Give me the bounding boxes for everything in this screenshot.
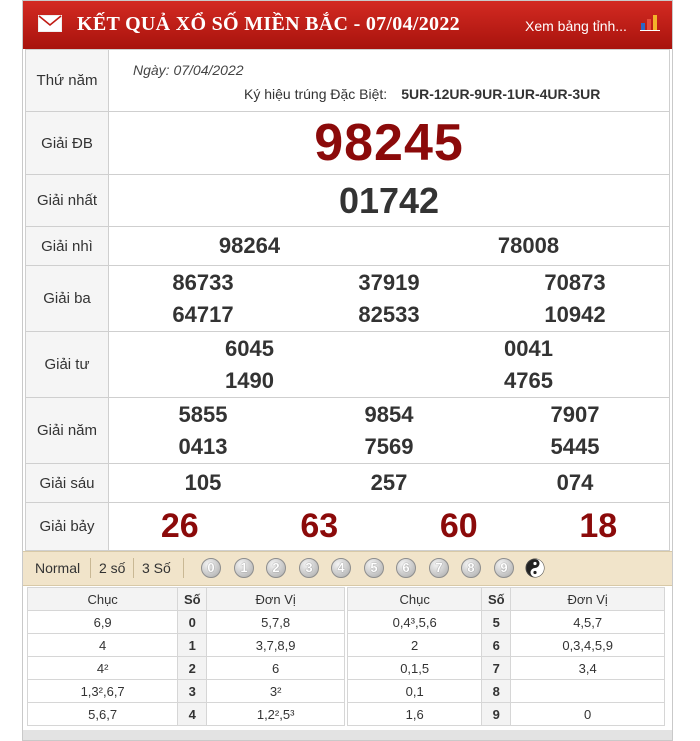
digit-filter-7[interactable]: 7 <box>429 558 449 578</box>
prize-number: 37919 <box>358 269 420 295</box>
cell-so: 4 <box>178 703 207 726</box>
col-header-donvi: Đơn Vị <box>511 588 665 611</box>
table-row <box>28 611 345 634</box>
prize-label-sau: Giải sáu <box>26 464 109 503</box>
cell-so: 3 <box>178 680 207 703</box>
digit-filter-0[interactable]: 0 <box>201 558 221 578</box>
cell-donvi: 0 <box>511 703 665 726</box>
cell-donvi: 3² <box>207 680 345 703</box>
prize-number: 78008 <box>497 233 560 258</box>
info-row <box>26 50 670 112</box>
table-row <box>28 634 345 657</box>
bar-chart-icon[interactable] <box>640 13 660 31</box>
cell-chuc: 1,3²,6,7 <box>28 680 178 703</box>
table-row <box>28 657 345 680</box>
special-symbol-value: 5UR-12UR-9UR-1UR-4UR-3UR <box>401 86 601 102</box>
prize-row-ba <box>26 266 670 332</box>
prize-number: 86733 <box>172 269 234 295</box>
page-title: KẾT QUẢ XỔ SỐ MIỀN BẮC - 07/04/2022 <box>77 13 460 35</box>
prize-number: 70873 <box>544 269 606 295</box>
prize-nhat-number: 01742 <box>338 179 440 221</box>
cell-donvi: 4,5,7 <box>511 611 665 634</box>
results-panel <box>22 0 673 741</box>
cell-donvi: 5,7,8 <box>207 611 345 634</box>
cell-chuc: 4 <box>28 634 178 657</box>
prize-number: 1490 <box>225 367 274 393</box>
prize-number: 257 <box>370 470 408 495</box>
cell-so: 0 <box>178 611 207 634</box>
digit-filter-6[interactable]: 6 <box>396 558 416 578</box>
prize-row-sau <box>26 464 670 503</box>
cell-so: 7 <box>482 657 511 680</box>
prize-number: 5445 <box>550 433 600 459</box>
cell-chuc: 5,6,7 <box>28 703 178 726</box>
loto-table-right <box>347 587 665 726</box>
prize-number: 64717 <box>172 301 234 327</box>
table-row <box>348 680 665 703</box>
prize-number: 074 <box>556 470 594 495</box>
col-header-so: Số <box>482 588 511 611</box>
prize-number: 5855 <box>178 401 228 427</box>
special-symbol <box>244 86 600 102</box>
table-row <box>28 703 345 726</box>
col-header-chuc: Chục <box>348 588 482 611</box>
cell-donvi: 3,7,8,9 <box>207 634 345 657</box>
yin-yang-icon[interactable] <box>525 558 545 578</box>
prize-number: 9854 <box>364 401 414 427</box>
prize-row-nam <box>26 398 670 464</box>
panel-footer-bar <box>23 730 672 740</box>
prize-number: 0041 <box>504 335 553 361</box>
cell-chuc: 6,9 <box>28 611 178 634</box>
prize-number: 4765 <box>504 367 553 393</box>
divider <box>133 558 134 578</box>
prize-number: 105 <box>184 470 222 495</box>
table-row <box>28 680 345 703</box>
cell-chuc: 4² <box>28 657 178 680</box>
col-header-donvi: Đơn Vị <box>207 588 345 611</box>
cell-so: 2 <box>178 657 207 680</box>
weekday-label: Thứ năm <box>26 50 109 112</box>
prize-number: 26 <box>160 507 199 545</box>
cell-donvi <box>511 680 665 703</box>
table-row <box>348 611 665 634</box>
prize-number: 18 <box>579 507 618 545</box>
table-row <box>348 634 665 657</box>
draw-date: Ngày: 07/04/2022 <box>133 62 244 78</box>
results-table <box>25 49 670 551</box>
cell-chuc: 2 <box>348 634 482 657</box>
cell-so: 5 <box>482 611 511 634</box>
special-symbol-label: Ký hiệu trúng Đặc Biệt: <box>244 86 388 102</box>
cell-so: 1 <box>178 634 207 657</box>
view-province-table-link[interactable]: Xem bảng tỉnh... <box>525 18 627 34</box>
prize-number: 7569 <box>364 433 414 459</box>
prize-label-bay: Giải bảy <box>26 503 109 551</box>
cell-donvi: 6 <box>207 657 345 680</box>
prize-label-nhi: Giải nhì <box>26 227 109 266</box>
cell-so: 9 <box>482 703 511 726</box>
prize-number: 98264 <box>218 233 281 258</box>
cell-donvi: 1,2²,5³ <box>207 703 345 726</box>
prize-row-nhat <box>26 175 670 227</box>
prize-row-nhi <box>26 227 670 266</box>
col-header-so: Số <box>178 588 207 611</box>
prize-row-bay <box>26 503 670 551</box>
digit-filter-3[interactable]: 3 <box>299 558 319 578</box>
prize-row-tu <box>26 332 670 398</box>
option-3-so[interactable]: 3 Số <box>142 560 171 576</box>
cell-chuc: 0,1,5 <box>348 657 482 680</box>
prize-number: 63 <box>300 507 339 545</box>
prize-number: 0413 <box>178 433 228 459</box>
prize-number: 60 <box>439 507 478 545</box>
col-header-chuc: Chục <box>28 588 178 611</box>
digit-filter-2[interactable]: 2 <box>266 558 286 578</box>
prize-db-number: 98245 <box>314 114 464 172</box>
cell-so: 6 <box>482 634 511 657</box>
prize-row-db <box>26 112 670 175</box>
cell-donvi: 3,4 <box>511 657 665 680</box>
prize-label-tu: Giải tư <box>26 332 109 398</box>
mail-icon <box>38 15 62 32</box>
loto-table-left <box>27 587 345 726</box>
digit-filter-4[interactable]: 4 <box>331 558 351 578</box>
cell-so: 8 <box>482 680 511 703</box>
option-normal[interactable]: Normal <box>35 560 81 576</box>
loto-tables <box>27 587 668 726</box>
display-toolbar <box>23 551 672 586</box>
table-row <box>348 657 665 680</box>
cell-chuc: 0,4³,5,6 <box>348 611 482 634</box>
prize-label-nhat: Giải nhất <box>26 175 109 227</box>
prize-label-nam: Giải năm <box>26 398 109 464</box>
prize-number: 7907 <box>550 401 600 427</box>
divider <box>90 558 91 578</box>
panel-header <box>23 1 672 49</box>
digit-filter-5[interactable]: 5 <box>364 558 384 578</box>
divider <box>183 558 184 578</box>
digit-filter-1[interactable]: 1 <box>234 558 254 578</box>
cell-chuc: 1,6 <box>348 703 482 726</box>
cell-chuc: 0,1 <box>348 680 482 703</box>
prize-number: 6045 <box>225 335 274 361</box>
prize-label-ba: Giải ba <box>26 266 109 332</box>
prize-label-db: Giải ĐB <box>26 112 109 175</box>
prize-number: 10942 <box>544 301 606 327</box>
table-row <box>348 703 665 726</box>
option-2-so[interactable]: 2 số <box>99 560 126 576</box>
cell-donvi: 0,3,4,5,9 <box>511 634 665 657</box>
digit-filter-9[interactable]: 9 <box>494 558 514 578</box>
prize-number: 82533 <box>358 301 420 327</box>
digit-filter-8[interactable]: 8 <box>461 558 481 578</box>
